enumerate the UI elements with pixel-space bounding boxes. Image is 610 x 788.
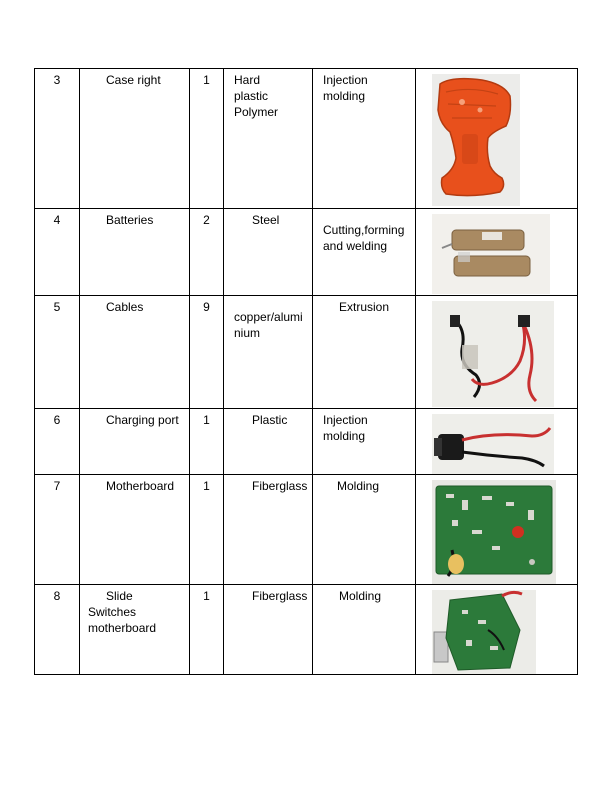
process: Extrusion xyxy=(313,296,416,409)
part-photo-cell xyxy=(416,69,578,209)
material: Steel xyxy=(224,209,313,296)
process: Injection molding xyxy=(313,409,416,475)
material: Hard plastic Polymer xyxy=(224,69,313,209)
material: Fiberglass xyxy=(224,585,313,675)
part-name: Cables xyxy=(80,296,190,409)
table-row xyxy=(35,409,578,475)
material: Fiberglass xyxy=(224,475,313,585)
slide-switch-board-photo xyxy=(432,590,536,674)
part-photo-cell xyxy=(416,585,578,675)
table-row xyxy=(35,475,578,585)
cables-photo xyxy=(432,301,554,407)
item-number: 5 xyxy=(35,296,80,409)
process: Molding xyxy=(313,475,416,585)
part-photo-cell xyxy=(416,475,578,585)
parts-table xyxy=(34,68,578,675)
part-photo-cell xyxy=(416,209,578,296)
quantity: 1 xyxy=(190,69,224,209)
part-name: Motherboard xyxy=(80,475,190,585)
charging-port-photo xyxy=(432,414,554,474)
quantity: 2 xyxy=(190,209,224,296)
battery-cells-photo xyxy=(432,214,550,294)
orange-drill-case-photo xyxy=(432,74,520,206)
table-row xyxy=(35,69,578,209)
part-name: Case right xyxy=(80,69,190,209)
process: Cutting,forming and welding xyxy=(313,209,416,296)
part-name: Slide Switches motherboard xyxy=(80,585,190,675)
item-number: 6 xyxy=(35,409,80,475)
process: Molding xyxy=(313,585,416,675)
part-photo-cell xyxy=(416,296,578,409)
table-row xyxy=(35,209,578,296)
quantity: 9 xyxy=(190,296,224,409)
part-photo-cell xyxy=(416,409,578,475)
material: Plastic xyxy=(224,409,313,475)
item-number: 3 xyxy=(35,69,80,209)
quantity: 1 xyxy=(190,475,224,585)
item-number: 7 xyxy=(35,475,80,585)
item-number: 8 xyxy=(35,585,80,675)
item-number: 4 xyxy=(35,209,80,296)
table-row xyxy=(35,296,578,409)
part-name: Batteries xyxy=(80,209,190,296)
process: Injection molding xyxy=(313,69,416,209)
quantity: 1 xyxy=(190,409,224,475)
table-row xyxy=(35,585,578,675)
part-name: Charging port xyxy=(80,409,190,475)
quantity: 1 xyxy=(190,585,224,675)
motherboard-photo xyxy=(432,480,556,584)
material: copper/alumi nium xyxy=(224,296,313,409)
